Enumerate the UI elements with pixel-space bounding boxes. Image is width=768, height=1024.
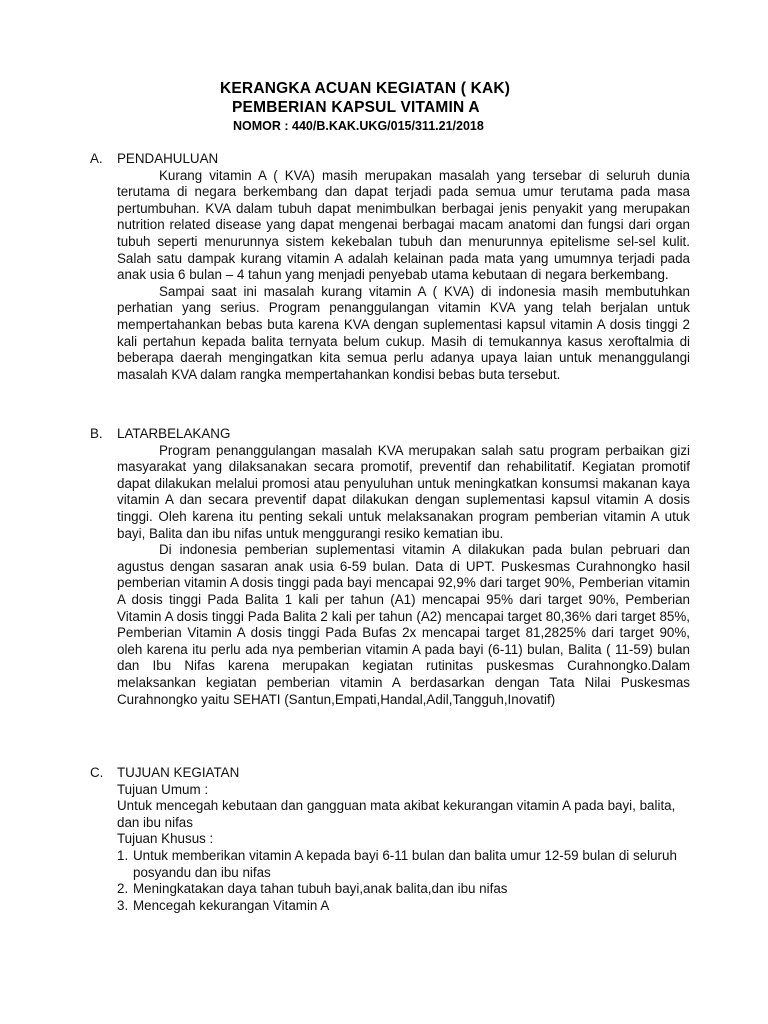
list-number: 3.: [117, 897, 129, 913]
section-title: LATARBELAKANG: [117, 426, 231, 441]
tujuan-umum-label: Tujuan Umum :: [117, 781, 209, 797]
section-heading: [90, 765, 690, 782]
section-letter: B.: [90, 426, 103, 441]
document-subtitle: PEMBERIAN KAPSUL VITAMIN A: [232, 99, 480, 116]
document-title: KERANGKA ACUAN KEGIATAN ( KAK): [220, 80, 511, 97]
list-item: [117, 898, 690, 915]
list-number: 2.: [117, 881, 129, 897]
paragraph: Program penanggulangan masalah KVA merupakan salah satu program perbaikan gizi masyarakat yang dilaksanakan secara promotif, preventif dan rehabilitatif. Kegiatan promotif dapat dilakukan melalui promosi atau penyuluhan untuk meningkatkan konsumsi makanan kaya vitamin A dan secara preventif dapat dilakukan dengan suplementasi kapsul vitamin A dosis tinggi. Oleh karena itu penting sekali untuk melaksanakan program pemberian vitamin A utuk bayi, Balita dan ibu nifas untuk menggurangi resiko kematian ibu.: [117, 442, 690, 541]
list-item: [117, 881, 690, 898]
tujuan-khusus-list: [117, 848, 690, 914]
section-letter: A.: [90, 151, 103, 166]
list-text: Meningkatakan daya tahan tubuh bayi,anak balita,dan ibu nifas: [133, 881, 508, 897]
paragraph: Sampai saat ini masalah kurang vitamin A ( KVA) di indonesia masih membutuhkan perhatian yang serius. Program penanggulangan vitamin KVA yang telah berjalan untuk mempertahankan bebas buta karena KVA dengan suplementasi kapsul vitamin A dosis tinggi 2 kali pertahun kepada balita ternyata belum cukup. Masih di temukannya kasus xeroftalmia di beberapa daerah mengingatkan kita semua perlu adanya upaya laian untuk menanggulangi masalah KVA dalam rangka mempertahankan kondisi bebas buta tersebut.: [117, 283, 690, 382]
section-heading: [90, 426, 690, 443]
document-number: NOMOR : 440/B.KAK.UKG/015/311.21/2018: [233, 119, 484, 133]
list-number: 1.: [117, 847, 129, 863]
paragraph: Di indonesia pemberian suplementasi vitamin A dilakukan pada bulan pebruari dan agustus dengan sasaran anak usia 6-59 bulan. Data di UPT. Puskesmas Curahnongko hasil pemberian vitamin A dosis tinggi pada bayi mencapai 92,9% dari target 90%, Pemberian vitamin A dosis tinggi Pada Balita 1 kali per tahun (A1) mencapai 95% dari target 90%, Pemberian Vitamin A dosis tinggi Pada Balita 2 kali per tahun (A2) mencapai target 80,36% dari target 85%, Pemberian Vitamin A dosis tinggi Pada Bufas 2x mencapai target 81,2825% dari target 90%, oleh karena itu perlu ada nya pemberian vitamin A pada bayi (6-11) bulan, Balita ( 11-59) bulan dan Ibu Nifas karena merupakan kegiatan rutinitas puskesmas Curahnongko.Dalam melaksankan kegiatan pemberian vitamin A berdasarkan dengan Tata Nilai Puskesmas Curahnongko yaitu SEHATI (Santun,Empati,Handal,Adil,Tangguh,Inovatif): [117, 542, 690, 707]
list-text: Mencegah kekurangan Vitamin A: [133, 897, 330, 913]
tujuan-khusus-label: Tujuan Khusus :: [117, 831, 214, 847]
tujuan-umum-text: Untuk mencegah kebutaan dan gangguan mata akibat kekurangan vitamin A pada bayi, balita, dan ibu nifas: [117, 798, 676, 830]
section-pendahuluan: [90, 151, 690, 383]
section-letter: C.: [90, 765, 104, 780]
list-text: Untuk memberikan vitamin A kepada bayi 6-11 bulan dan balita umur 12-59 bulan di seluruh posyandu dan ibu nifas: [133, 847, 677, 880]
section-latarbelakang: [90, 426, 690, 708]
list-item: [117, 848, 690, 881]
paragraph: Kurang vitamin A ( KVA) masih merupakan masalah yang tersebar di seluruh dunia terutama di negara berkembang dan dapat terjadi pada semua umur terutama pada masa pertumbuhan. KVA dalam tubuh dapat menimbulkan berbagai jenis penyakit yang merupakan nutrition related disease yang dapat mengenai berbagai macam anatomi dan fungsi dari organ tubuh seperti menurunnya sistem kekebalan tubuh dan menurunnya epitelisme sel-sel kulit. Salah satu dampak kurang vitamin A adalah kelainan pada mata yang umumnya terjadi pada anak usia 6 bulan – 4 tahun yang menjadi penyebab utama kebutaan di negara berkembang.: [117, 167, 690, 283]
section-title: PENDAHULUAN: [117, 151, 219, 166]
section-heading: [90, 151, 690, 168]
section-tujuan-kegiatan: [90, 765, 690, 914]
section-title: TUJUAN KEGIATAN: [117, 765, 240, 780]
